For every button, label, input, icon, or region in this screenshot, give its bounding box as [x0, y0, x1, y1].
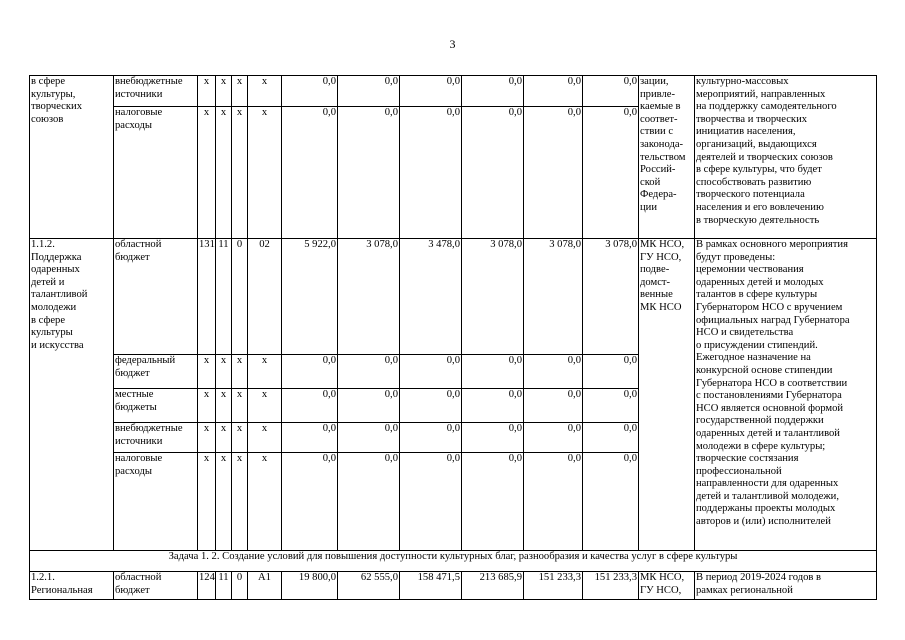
amount-cell: 0,0 [282, 76, 338, 107]
amount-cell: 0,0 [282, 453, 338, 551]
amount-cell: 0,0 [282, 423, 338, 453]
code-cell: x [216, 389, 232, 423]
amount-cell: 0,0 [400, 355, 462, 389]
code-cell: 0 [232, 239, 248, 355]
amount-cell: 158 471,5 [400, 572, 462, 600]
amount-cell: 0,0 [524, 453, 583, 551]
amount-cell: 0,0 [524, 76, 583, 107]
code-cell: x [216, 453, 232, 551]
code-cell: 02 [248, 239, 282, 355]
code-cell: 11 [216, 239, 232, 355]
code-cell: x [248, 453, 282, 551]
activity-name: 1.1.2. Поддержка одаренных детей и талантливой молодежи в сфере культуры и искусства [30, 239, 114, 551]
amount-cell: 213 685,9 [462, 572, 524, 600]
funding-source: внебюджетные источники [114, 76, 198, 107]
amount-cell: 0,0 [583, 355, 639, 389]
task-heading: Задача 1. 2. Создание условий для повышения доступности культурных благ, разнообразия и качества услуг в сфере культуры [30, 551, 877, 572]
amount-cell: 3 078,0 [583, 239, 639, 355]
amount-cell: 0,0 [462, 423, 524, 453]
task-heading-row [30, 551, 877, 572]
amount-cell: 151 233,3 [524, 572, 583, 600]
table-row [30, 76, 877, 107]
amount-cell: 3 078,0 [524, 239, 583, 355]
code-cell: x [198, 389, 216, 423]
funding-source: налоговые расходы [114, 453, 198, 551]
code-cell: x [216, 76, 232, 107]
result-description: В период 2019-2024 годов в рамках региональной [695, 572, 877, 600]
amount-cell: 0,0 [462, 355, 524, 389]
executor-cell: МК НСО, ГУ НСО, [639, 572, 695, 600]
funding-source: внебюджетные источники [114, 423, 198, 453]
funding-source: областной бюджет [114, 572, 198, 600]
amount-cell: 3 478,0 [400, 239, 462, 355]
amount-cell: 0,0 [282, 107, 338, 239]
code-cell: x [232, 355, 248, 389]
amount-cell: 0,0 [282, 355, 338, 389]
funding-source: налоговые расходы [114, 107, 198, 239]
code-cell: x [248, 76, 282, 107]
page-number: 3 [449, 37, 456, 51]
amount-cell: 0,0 [338, 453, 400, 551]
amount-cell: 0,0 [282, 389, 338, 423]
amount-cell: 0,0 [338, 389, 400, 423]
funding-source: федеральный бюджет [114, 355, 198, 389]
amount-cell: 5 922,0 [282, 239, 338, 355]
code-cell: x [232, 76, 248, 107]
amount-cell: 3 078,0 [338, 239, 400, 355]
code-cell: x [248, 107, 282, 239]
amount-cell: 0,0 [524, 355, 583, 389]
budget-table [29, 75, 877, 600]
amount-cell: 0,0 [400, 423, 462, 453]
amount-cell: 62 555,0 [338, 572, 400, 600]
code-cell: x [248, 389, 282, 423]
amount-cell: 0,0 [583, 76, 639, 107]
amount-cell: 0,0 [338, 76, 400, 107]
code-cell: x [198, 355, 216, 389]
amount-cell: 0,0 [462, 389, 524, 423]
code-cell: x [232, 453, 248, 551]
funding-source: областной бюджет [114, 239, 198, 355]
amount-cell: 0,0 [400, 453, 462, 551]
code-cell: x [198, 76, 216, 107]
code-cell: x [198, 453, 216, 551]
amount-cell: 0,0 [462, 76, 524, 107]
code-cell: x [232, 389, 248, 423]
amount-cell: 0,0 [524, 389, 583, 423]
executor-cell: зации, привле- каемые в соответ- ствии с законода- тельством Россий- ской Федера- ции [639, 76, 695, 239]
code-cell: x [216, 355, 232, 389]
code-cell: x [248, 423, 282, 453]
amount-cell: 151 233,3 [583, 572, 639, 600]
code-cell: A1 [248, 572, 282, 600]
funding-source: местные бюджеты [114, 389, 198, 423]
amount-cell: 0,0 [462, 453, 524, 551]
activity-name: в сфере культуры, творческих союзов [30, 76, 114, 239]
amount-cell: 0,0 [400, 107, 462, 239]
amount-cell: 0,0 [338, 355, 400, 389]
table-row [30, 239, 877, 355]
code-cell: x [198, 423, 216, 453]
amount-cell: 0,0 [462, 107, 524, 239]
amount-cell: 19 800,0 [282, 572, 338, 600]
amount-cell: 0,0 [400, 76, 462, 107]
amount-cell: 0,0 [583, 107, 639, 239]
executor-cell: МК НСО, ГУ НСО, подве- домст- венные МК НСО [639, 239, 695, 551]
table-row [30, 572, 877, 600]
amount-cell: 0,0 [583, 423, 639, 453]
code-cell: x [248, 355, 282, 389]
code-cell: x [232, 423, 248, 453]
code-cell: 0 [232, 572, 248, 600]
code-cell: x [198, 107, 216, 239]
amount-cell: 0,0 [524, 107, 583, 239]
amount-cell: 0,0 [400, 389, 462, 423]
activity-name: 1.2.1. Региональная [30, 572, 114, 600]
result-description: В рамках основного мероприятия будут проведены: церемонии чествования одаренных детей и молодых талантов в сфере культуры Губернатором НСО с вручением официальных наград Губернатора НСО и свидетельства о присуждении стипендий. Ежегодное назначение на конкурсной основе стипендии Губернатора НСО в соответствии с постановлениями Губернатора НСО является основной формой государственной поддержки одаренных детей и талантливой молодежи в сфере культуры; творческие состязания профессиональной направленности для одаренных детей и талантливой молодежи, поддержаны проекты молодых авторов и (или) исполнителей [695, 239, 877, 551]
amount-cell: 0,0 [583, 453, 639, 551]
code-cell: x [232, 107, 248, 239]
code-cell: 131 [198, 239, 216, 355]
amount-cell: 0,0 [583, 389, 639, 423]
code-cell: 11 [216, 572, 232, 600]
code-cell: 124 [198, 572, 216, 600]
result-description: культурно-массовых мероприятий, направленных на поддержку самодеятельного творчества и творческих инициатив населения, организаций, выдающихся деятелей и творческих союзов в сфере культуры, что будет способствовать развитию творческого потенциала населения и его вовлечению в творческую деятельность [695, 76, 877, 239]
amount-cell: 0,0 [338, 107, 400, 239]
code-cell: x [216, 423, 232, 453]
code-cell: x [216, 107, 232, 239]
amount-cell: 3 078,0 [462, 239, 524, 355]
amount-cell: 0,0 [338, 423, 400, 453]
amount-cell: 0,0 [524, 423, 583, 453]
